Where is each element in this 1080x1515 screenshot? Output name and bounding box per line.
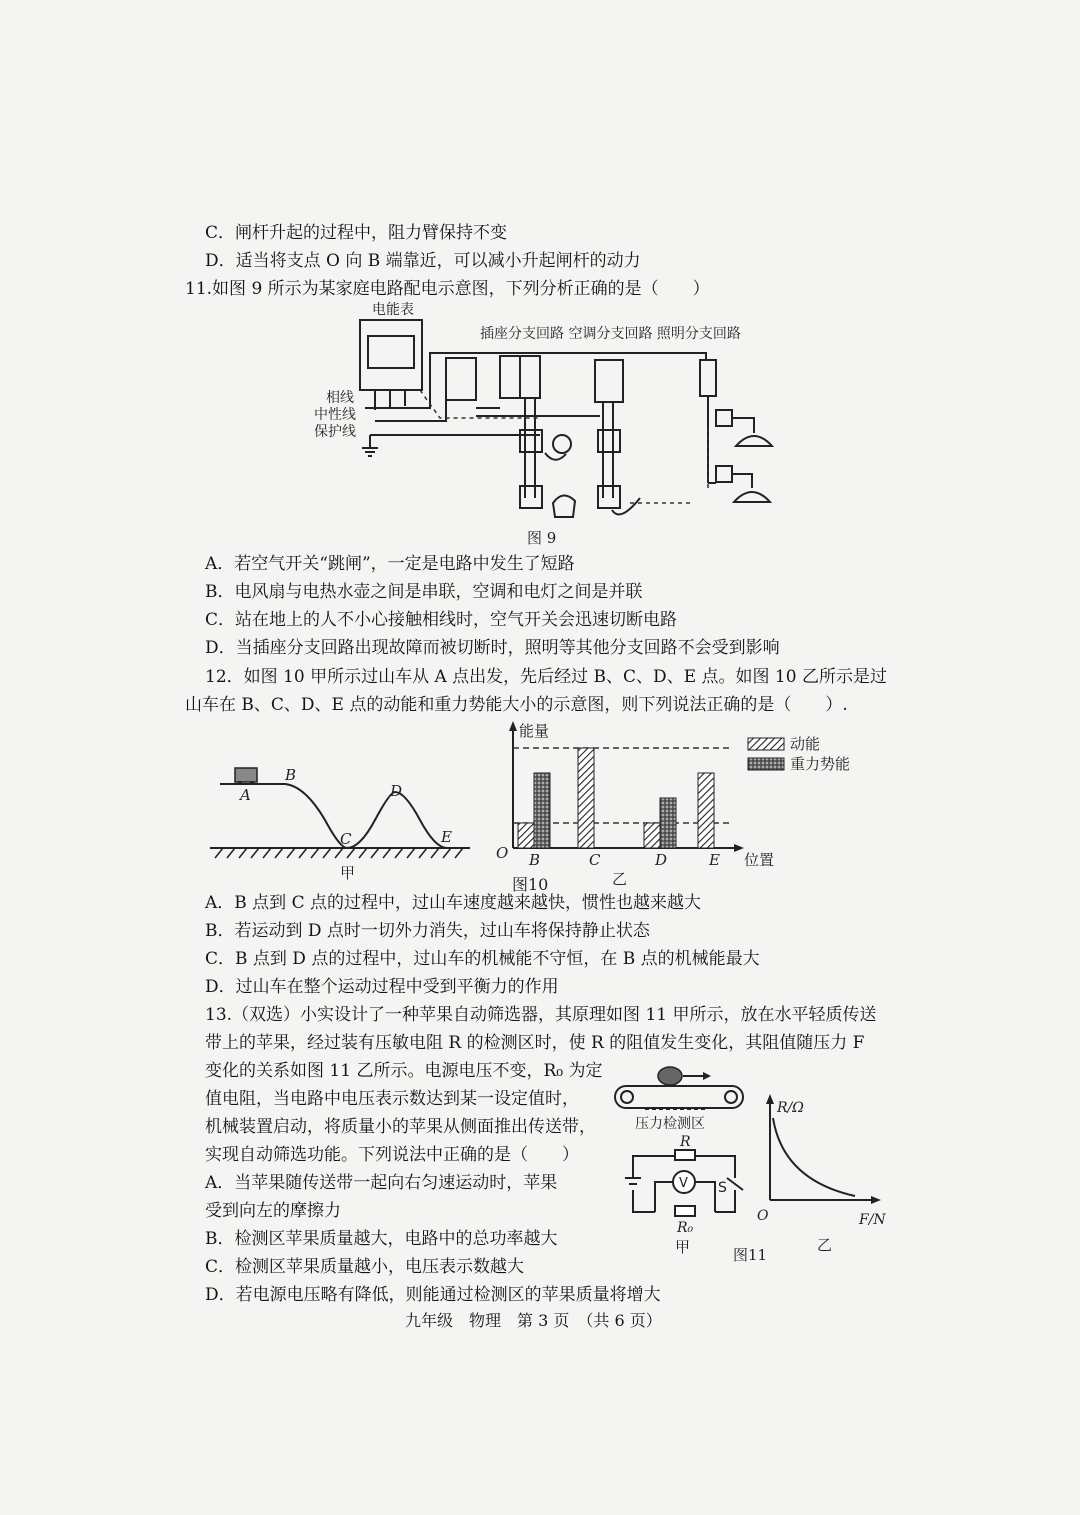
meter-display <box>368 336 414 368</box>
label-live-wire: 相线 <box>326 390 354 406</box>
fan-icon <box>553 435 571 453</box>
switch-s <box>727 1178 743 1190</box>
label-r0: R₀ <box>677 1220 694 1236</box>
q13-stem-line4: 值电阻，当电路中电压表示数达到某一设定值时， <box>205 1089 579 1109</box>
q13-stem-line6: 实现自动筛选功能。下列说法中正确的是（ ） <box>205 1145 579 1165</box>
q11-option-a: A．若空气开关“跳闸”，一定是电路中发生了短路 <box>205 554 575 574</box>
q11-option-d: D．当插座分支回路出现故障而被切断时，照明等其他分支回路不会受到影响 <box>205 638 780 658</box>
socket-2 <box>520 486 542 508</box>
rf-origin: O <box>757 1208 769 1224</box>
rf-y-label: R/Ω <box>777 1100 804 1116</box>
meter-box <box>360 320 422 390</box>
y-axis-label: 能量 <box>519 722 550 740</box>
point-a: A <box>240 786 251 804</box>
x-tick-E: E <box>709 851 720 869</box>
x-tick-C: C <box>589 851 601 869</box>
figure-11-caption: 图11 <box>733 1246 768 1264</box>
q11-option-b: B．电风扇与电热水壶之间是串联，空调和电灯之间是并联 <box>205 582 643 602</box>
label-branches: 插座分支回路 空调分支回路 照明分支回路 <box>480 326 741 342</box>
q12-option-a: A．B 点到 C 点的过程中，过山车速度越来越快，惯性也越来越大 <box>205 893 701 913</box>
q13-stem-line5: 机械装置启动，将质量小的苹果从侧面推出传送带， <box>205 1117 596 1137</box>
point-d: D <box>390 782 403 800</box>
label-neutral-wire: 中性线 <box>314 407 356 423</box>
q13-stem-line3: 变化的关系如图 11 乙所示。电源电压不变，R₀ 为定 <box>205 1061 603 1081</box>
rf-x-label: F/N <box>859 1212 886 1228</box>
x-tick-B: B <box>529 851 541 869</box>
figure-11b-label: 乙 <box>817 1236 833 1254</box>
x-tick-D: D <box>655 851 668 869</box>
kettle-icon <box>553 495 575 517</box>
main-breaker <box>446 358 476 400</box>
q12-option-b: B．若运动到 D 点时一切外力消失，过山车将保持静止状态 <box>205 921 650 941</box>
point-b: B <box>285 766 297 784</box>
origin-label: O <box>496 844 509 862</box>
detection-zone-label: 压力检测区 <box>635 1116 705 1132</box>
point-c: C <box>340 830 352 848</box>
point-e: E <box>441 828 452 846</box>
page-footer: 九年级 物理 第 3 页 （共 6 页） <box>405 1311 662 1330</box>
label-meter: 电能表 <box>372 302 414 318</box>
lighting-breaker <box>700 360 716 396</box>
q12-stem-line1: 12．如图 10 甲所示过山车从 A 点出发，先后经过 B、C、D、E 点。如图 10 乙所示是过 <box>205 667 887 687</box>
legend-potential-label: 重力势能 <box>790 755 851 773</box>
q11-option-c: C．站在地上的人不小心接触相线时，空气开关会迅速切断电路 <box>205 610 678 630</box>
bar-kinetic-B <box>518 823 534 848</box>
label-r: R <box>680 1134 691 1150</box>
bar-kinetic-C <box>578 748 594 848</box>
q12-stem-line2: 山车在 B、C、D、E 点的动能和重力势能大小的示意图，则下列说法正确的是（ ）. <box>185 695 848 715</box>
q13-option-d: D．若电源电压略有降低，则能通过检测区的苹果质量将增大 <box>205 1285 661 1305</box>
label-ground-wire: 保护线 <box>314 424 356 440</box>
figure-11a-label: 甲 <box>675 1238 691 1256</box>
label-voltmeter: V <box>679 1176 688 1191</box>
figure-11 <box>605 1060 895 1275</box>
x-axis-label: 位置 <box>744 851 775 869</box>
figure-10a-track <box>205 720 505 890</box>
q13-option-a-line1: A．当苹果随传送带一起向右匀速运动时，苹果 <box>205 1173 558 1193</box>
socket-4 <box>598 486 620 508</box>
track-curve <box>220 784 447 848</box>
figure-9-caption: 图 9 <box>527 529 557 547</box>
socket-3 <box>598 430 620 452</box>
q13-stem-line2: 带上的苹果，经过装有压敏电阻 R 的检测区时，使 R 的阻值发生变化，其阻值随压力 F <box>205 1033 865 1053</box>
bar-kinetic-D <box>644 823 660 848</box>
bar-potential-B <box>534 773 550 848</box>
energy-bar-chart <box>490 718 870 893</box>
rf-curve <box>773 1118 855 1196</box>
figure-10-caption: 图10 <box>512 875 549 894</box>
coaster-car <box>235 768 257 782</box>
q13-option-b: B．检测区苹果质量越大，电路中的总功率越大 <box>205 1229 558 1249</box>
lamp-1-icon <box>736 436 772 446</box>
q13-option-c: C．检测区苹果质量越小，电压表示数越大 <box>205 1257 525 1277</box>
bar-potential-D <box>660 798 676 848</box>
resistor-r <box>675 1150 695 1160</box>
q12-option-d: D．过山车在整个运动过程中受到平衡力的作用 <box>205 977 559 997</box>
legend-kinetic-swatch <box>748 738 784 750</box>
figure-9-circuit <box>0 298 1080 548</box>
legend-potential-swatch <box>748 758 784 770</box>
bar-kinetic-E <box>698 773 714 848</box>
label-switch: S <box>718 1180 727 1196</box>
q13-stem-line1: 13.（双选）小实设计了一种苹果自动筛选器，其原理如图 11 甲所示，放在水平轻质传送 <box>205 1005 877 1025</box>
lamp-2-icon <box>734 492 770 502</box>
legend-kinetic-label: 动能 <box>790 735 821 753</box>
socket-1 <box>520 430 542 452</box>
q10-option-c: C．闸杆升起的过程中，阻力臂保持不变 <box>205 223 508 243</box>
figure-10b-label: 乙 <box>612 870 628 888</box>
q12-option-c: C．B 点到 D 点的过程中，过山车的机械能不守恒，在 B 点的机械能最大 <box>205 949 760 969</box>
q11-stem: 11.如图 9 所示为某家庭电路配电示意图，下列分析正确的是（ ） <box>185 279 710 299</box>
q10-option-d: D．适当将支点 O 向 B 端靠近，可以减小升起闸杆的动力 <box>205 251 641 271</box>
ac-breaker <box>595 360 623 402</box>
conveyor-belt <box>615 1086 743 1108</box>
q13-option-a-line2: 受到向左的摩擦力 <box>205 1201 341 1221</box>
resistor-r0 <box>675 1206 695 1216</box>
apple-icon <box>658 1067 682 1085</box>
figure-10a-label: 甲 <box>340 864 356 882</box>
